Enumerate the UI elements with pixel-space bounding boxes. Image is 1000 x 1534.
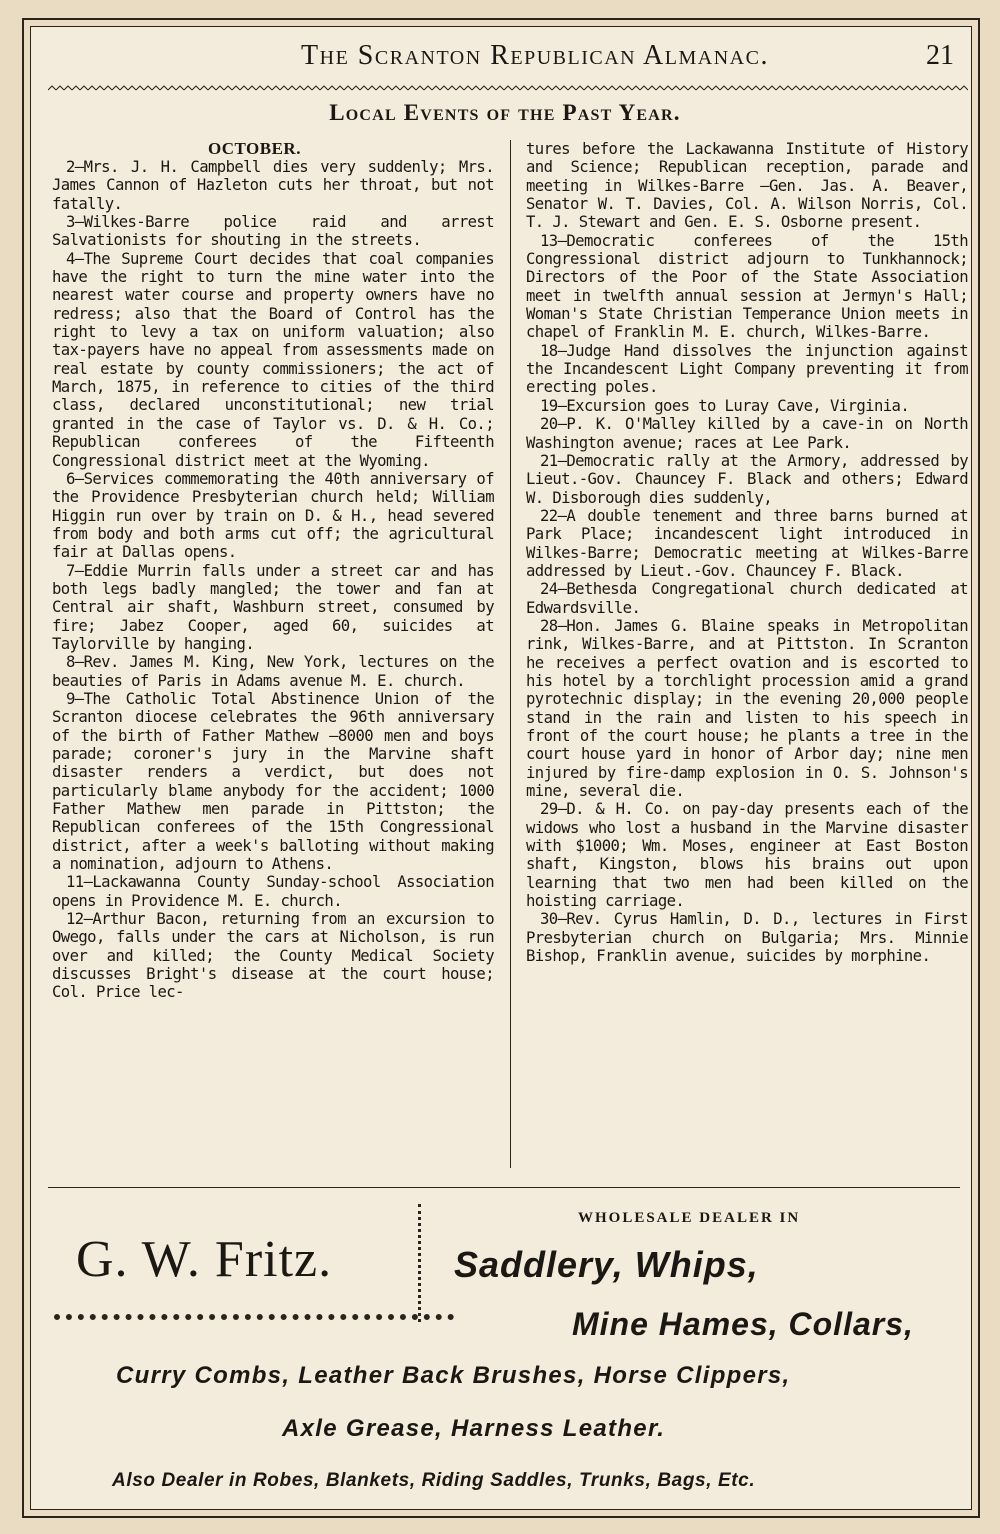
- ad-products-line2: Mine Hames, Collars,: [572, 1306, 914, 1342]
- event-entry: 13—Democratic conferees of the 15th Congressional district adjourn to Tunkhannock; Directors of the Poor of the State Association meet in twelfth annual session at Jermyn's Hall; Woman's State Christian Temperance Union meets in chapel of Franklin M. E. church, Wilkes-Barre.: [526, 231, 968, 342]
- column-divider: [510, 140, 511, 1168]
- ad-dealer-label: WHOLESALE DEALER IN: [578, 1210, 801, 1226]
- event-entry: 11—Lackawanna County Sunday-school Association opens in Providence M. E. church.: [52, 873, 494, 910]
- month-heading: OCTOBER.: [208, 139, 301, 158]
- almanac-title: The Scranton Republican Almanac.: [301, 40, 769, 71]
- event-entry: 28—Hon. James G. Blaine speaks in Metropolitan rink, Wilkes-Barre, and at Pittston. In Scranton he receives a perfect ovation and is escorted to his hotel by a torchlight procession amid a grand pyrotechnic display; in the evening 20,000 people stand in the rain and listen to his speech in front of the court house; he plants a tree in the court house yard in honor of Arbor day; nine men injured by fire-damp explosion in O. S. Johnson's mine, several die.: [526, 616, 968, 801]
- event-entry-continued: tures before the Lackawanna Institute of History and Science; Republican reception, parade and meeting in Wilkes-Barre —Gen. Jas. A. Beaver, Senator W. T. Davies, Col. A. Wilson Norris, Col. T. J. Stewart and Gen. E. S. Osborne present.: [526, 140, 968, 232]
- event-entry: 8—Rev. James M. King, New York, lectures on the beauties of Paris in Adams avenue M. E. church.: [52, 653, 494, 690]
- event-entry: 21—Democratic rally at the Armory, addressed by Lieut.-Gov. Chauncey F. Black and others; Edward W. Disborough dies suddenly,: [526, 451, 968, 507]
- running-head: [40, 40, 970, 84]
- event-entry: 6—Services commemorating the 40th anniversary of the Providence Presbyterian church held; William Higgin run over by train on D. & H., head severed from body and both arms cut off; the agricultural fair at Dallas opens.: [52, 469, 494, 562]
- event-entry: 24—Bethesda Congregational church dedicated at Edwardsville.: [526, 580, 968, 617]
- advertisement-rule: [48, 1187, 960, 1188]
- wavy-rule: [48, 84, 968, 92]
- event-entry: 18—Judge Hand dissolves the injunction against the Incandescent Light Company preventing it from erecting poles.: [526, 341, 968, 397]
- event-entry: 20—P. K. O'Malley killed by a cave-in on North Washington avenue; races at Lee Park.: [526, 415, 968, 452]
- event-entry: 3—Wilkes-Barre police raid and arrest Salvationists for shouting in the streets.: [52, 213, 494, 250]
- event-entry: 12—Arthur Bacon, returning from an excursion to Owego, falls under the cars at Nicholson, is run over and killed; the County Medical Society discusses Bright's disease at the court house; Col. Price lec-: [52, 910, 494, 1002]
- ad-products-line3: Curry Combs, Leather Back Brushes, Horse Clippers,: [116, 1362, 791, 1389]
- event-entry: 9—The Catholic Total Abstinence Union of the Scranton diocese celebrates the 96th anniversary of the birth of Father Mathew —8000 men and boys parade; coroner's jury in the Marvine shaft disaster renders a verdict, but does not particularly blame anybody for the accident; 1000 Father Mathew men parade in Pittston; the Republican conferees of the 15th Congressional district, after a week's balloting without making a nomination, adjourn to Athens.: [52, 689, 494, 874]
- event-entry: 19—Excursion goes to Luray Cave, Virginia.: [540, 396, 910, 415]
- event-entry: 29—D. & H. Co. on pay-day presents each of the widows who lost a husband in the Marvine disaster with $1000; Wm. Moses, engineer at East Boston shaft, Kingston, blows his brains out upon learning that two men had been killed on the hoisting carriage.: [526, 800, 968, 911]
- ad-products-line1: Saddlery, Whips,: [454, 1244, 759, 1285]
- ad-dotted-rule-vertical: [418, 1204, 421, 1322]
- ad-products-line4: Axle Grease, Harness Leather.: [282, 1415, 666, 1442]
- advertisement: [40, 1190, 970, 1510]
- event-entry: 2—Mrs. J. H. Campbell dies very suddenly; Mrs. James Cannon of Hazleton cuts her throat, but not fatally.: [52, 158, 494, 213]
- event-entry: 4—The Supreme Court decides that coal companies have the right to turn the mine water into the nearest water course and property owners have no redress; also that the Board of Control has the right to levy a tax on uniform valuation; also tax-payers have no appeal from assessments made on real estate by county commissioners; the act of March, 1875, in reference to cities of the third class, declared unconstitutional; new trial granted in the case of Taylor vs. D. & H. Co.; Republican conferees of the Fifteenth Congressional district meet at the Wyoming.: [52, 249, 494, 470]
- events-column-left: [52, 140, 494, 1002]
- event-entry: 22—A double tenement and three barns burned at Park Place; incandescent light introduced in Wilkes-Barre; Democratic meeting at Wilkes-Barre addressed by Lieut.-Gov. Chauncey F. Black.: [526, 506, 968, 580]
- ad-dotted-rule-horizontal: [54, 1314, 454, 1320]
- event-entry: 30—Rev. Cyrus Hamlin, D. D., lectures in First Presbyterian church on Bulgaria; Mrs. Minnie Bishop, Franklin avenue, suicides by morphine.: [526, 910, 968, 966]
- events-column-right: [526, 140, 968, 965]
- page-number: 21: [926, 40, 954, 71]
- event-entry: 7—Eddie Murrin falls under a street car and has both legs badly mangled; the tower and fan at Central air shaft, Washburn street, consumed by fire; Jabez Cooper, aged 60, suicides at Taylorville by hanging.: [52, 561, 494, 653]
- ad-products-line5: Also Dealer in Robes, Blankets, Riding Saddles, Trunks, Bags, Etc.: [112, 1470, 756, 1491]
- advertiser-name: G. W. Fritz.: [76, 1231, 333, 1288]
- section-title: Local Events of the Past Year.: [329, 100, 681, 125]
